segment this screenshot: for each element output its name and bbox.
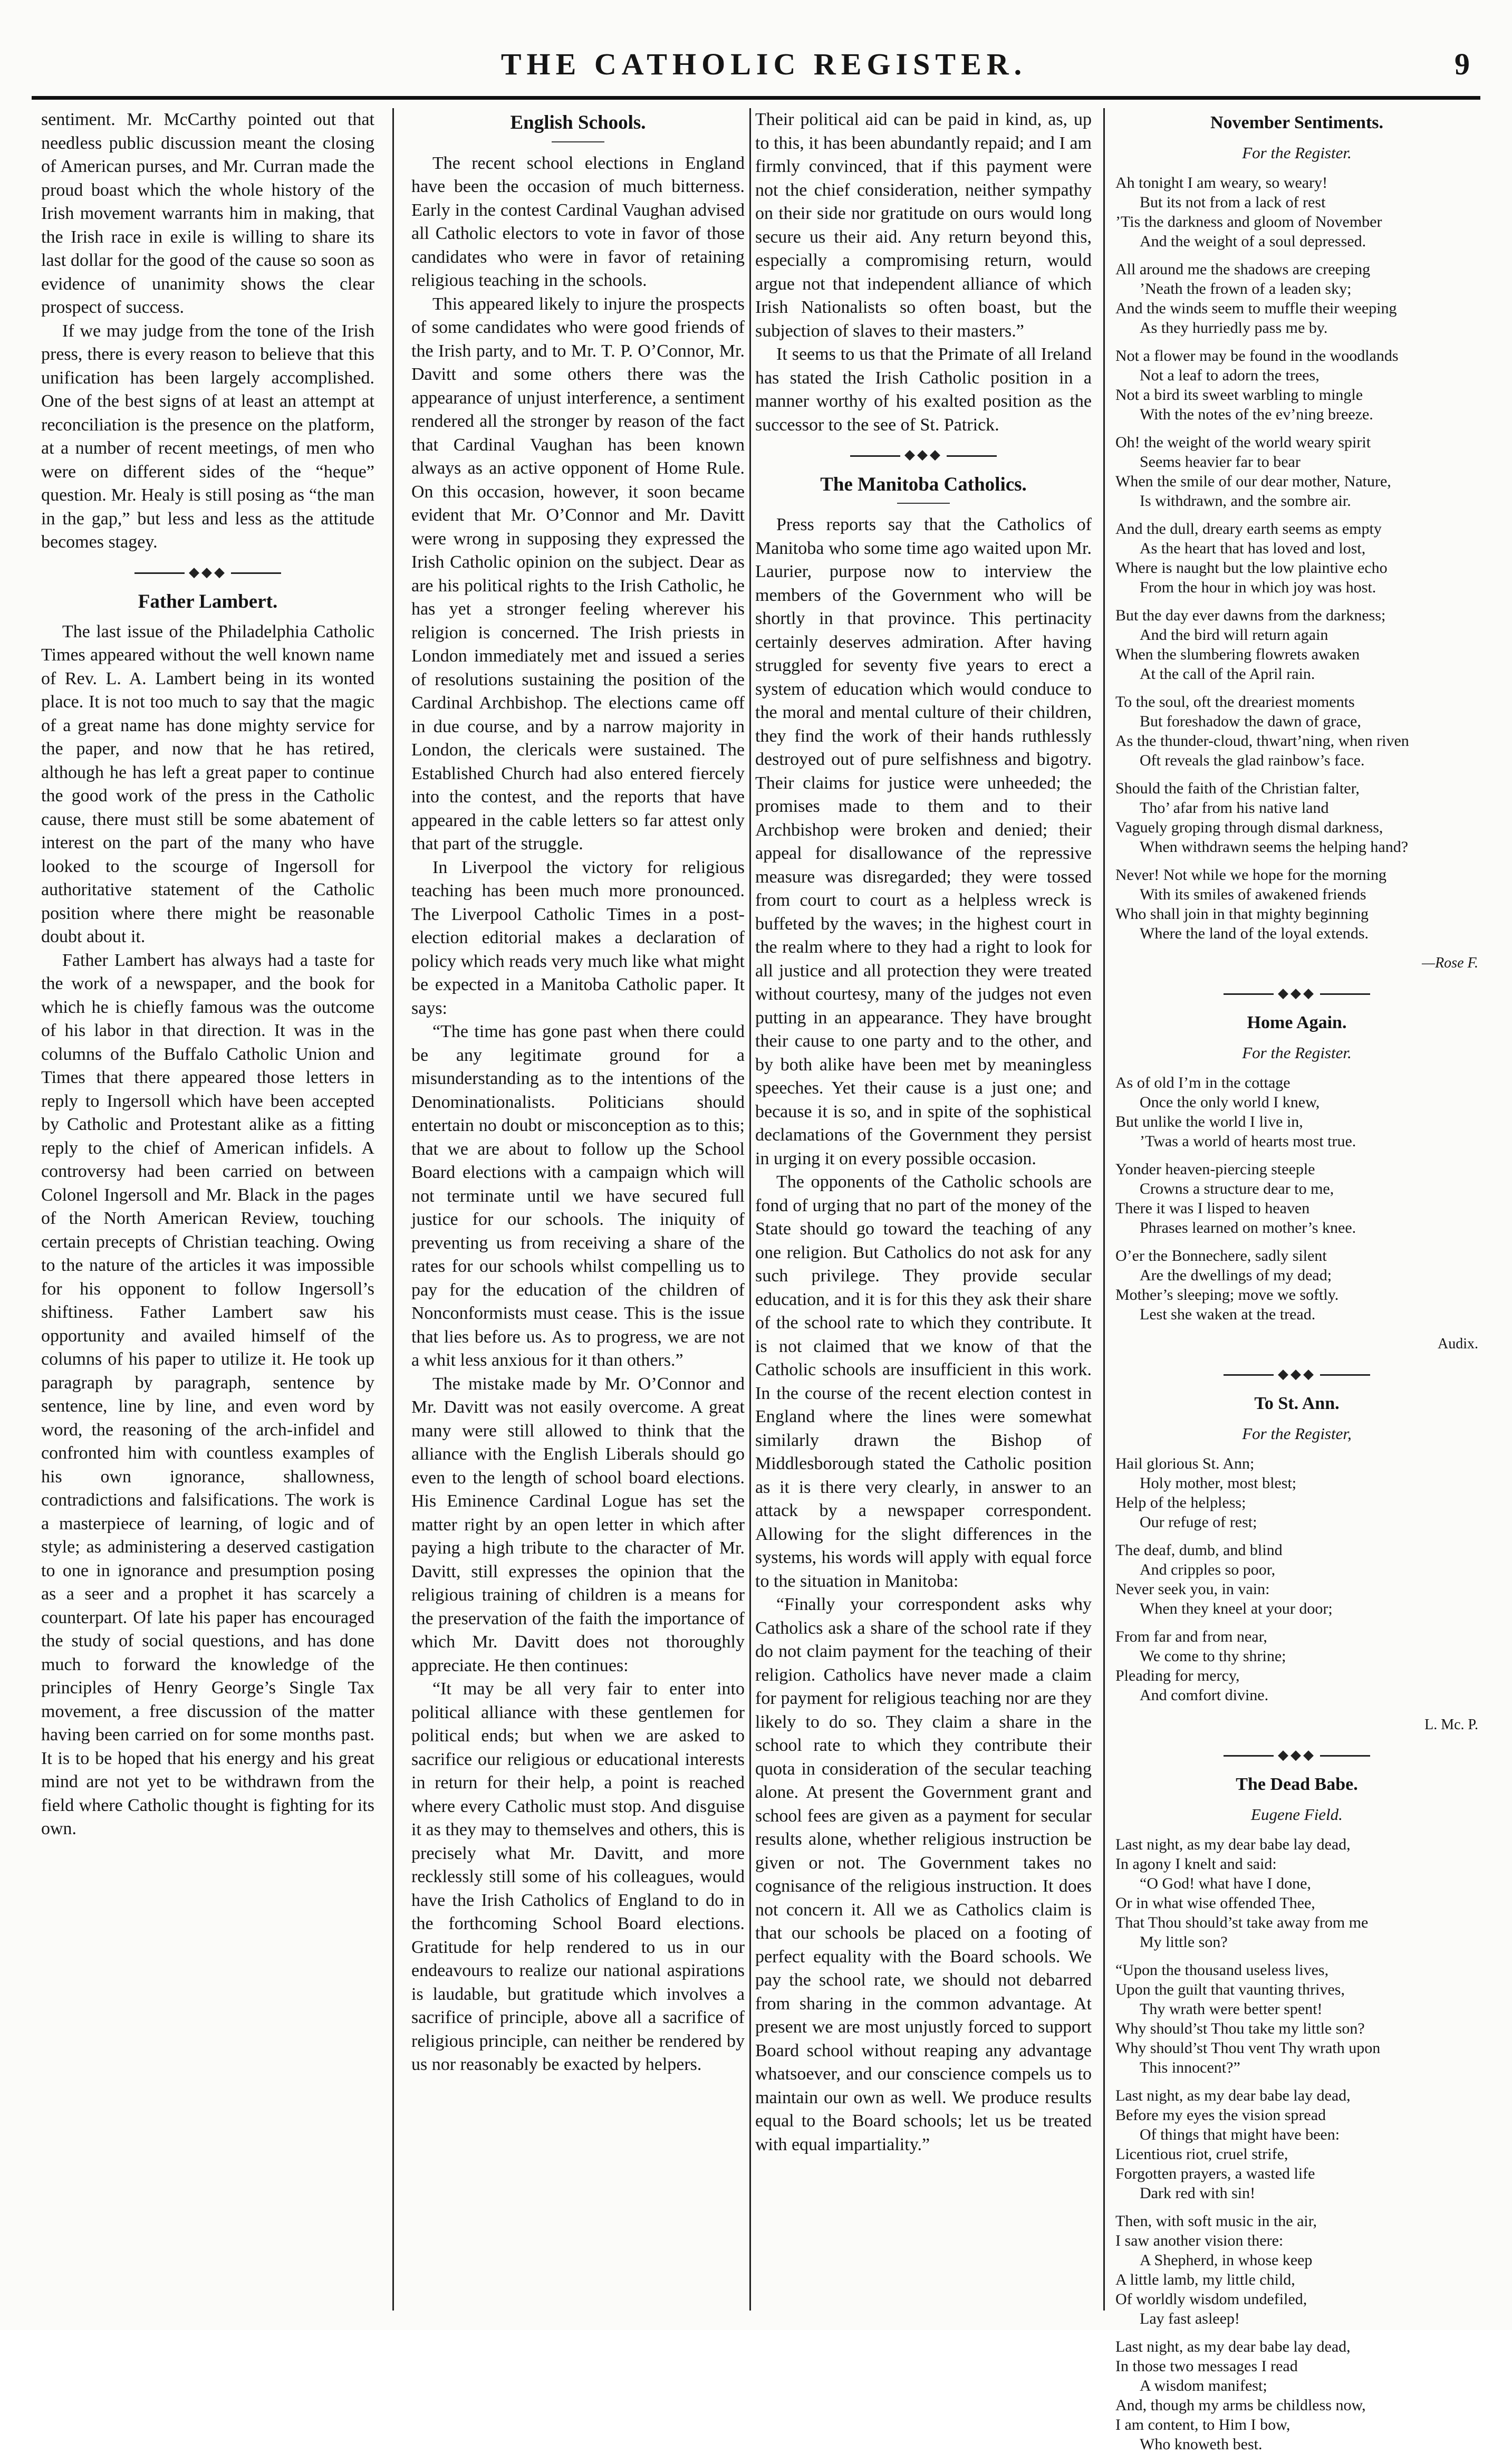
header-rule	[32, 96, 1480, 100]
paragraph: Father Lambert has always had a taste for the work of a newspaper, and the book for which he is chiefly famous was the outcome of his labor in that direction. It was in the columns of the Buffalo Catholic Union and Times that there appeared those letters in reply to Ingersoll which have been accepted by Catholic and Protestant alike as a fitting reply to the chief of American infidels. A controversy had been carried on between Colonel Ingersoll and Mr. Black in the pages of the North American Review, touching certain precepts of Christian teaching. Owing to the nature of the articles it was impossible for his opponent to follow Ingersoll’s shiftiness. Father Lambert saw his opportunity and availed himself of the columns of his paper to utilize it. He took up paragraph by paragraph, sentence by sentence, line by line, and even word by word, the reasoning of the arch-infidel and confronted him with countless examples of his own ignorance, shallowness, contradictions and falsifications. The work is a masterpiece of learning, of logic and of style; as administering a deserved castigation to one in ignorance and presumption posing as a seer and a prophet it has scarcely a counterpart. Of late his paper has encouraged the study of social questions, and has done much to forward the knowledge of the principles of Henry George’s Single Tax movement, a free discussion of the matter having been carried on for some months past. It is to be hoped that his energy and his great mind are not yet to be withdrawn from the field where Catholic thought is fighting for its own.	[41, 950, 374, 1838]
paragraph: If we may judge from the tone of the Irish press, there is every reason to believe that this unification has been largely accomplished. One of the best signs of at least an attempt at reconciliation is the presence on the platform, at a number of recent meetings, of men who were on different sides of the “heque” question. Mr. Healy is still posing as “the man in the gap,” but less and less as the attitude becomes stagey.	[41, 321, 374, 552]
poem-line: Dark red with sin!	[1140, 2184, 1256, 2202]
quoted-paragraph: “Finally your correspondent asks why Catholics ask a share of the school rate if they do not claim payment for the teaching of their religion. Catholics have never made a claim for payment for religious teaching nor are they likely to do so. They claim a share in the school rate to which they contribute their quota in consideration of the secular teaching alone. At present the Government grant and school fees are given as a payment for secular results alone, whether religious instruction be given or not. The Government takes no cognisance of the religious instruction. It does not concern it. All we as Catholics claim is that our schools be placed on a footing of perfect equality with the Board schools. We pay the school rate, we should not debarred from sharing in the common advantage. At present we are most unjustly forced to support Board school without reaping any advantage whatsoever, and our conscience compels us to maintain our own as well. We produce results equal to the Board schools; let us be treated with equal impartiality.”	[755, 1595, 1092, 2154]
poem-body	[1115, 173, 1478, 943]
quoted-paragraph: “The time has gone past when there could be any legitimate ground for a misunderstanding as to the intentions of the Denominationalists. Politicians should entertain no doubt or misconception as to this; that we are about to follow up the School Board elections with a campaign which will not terminate until we have secured full justice for our schools. The iniquity of preventing us from receiving a share of the rates for our schools whilst compelling us to pay for the education of the children of Nonconformists must cease. This is the issue that lies before us. As to progress, we are not a whit less anxious for it than others.”	[411, 1022, 745, 1370]
poem-line: When the smile of our dear mother, Nature,	[1115, 473, 1391, 490]
poem-line: Once the only world I knew,	[1140, 1094, 1320, 1111]
poem-line: Seems heavier far to bear	[1140, 453, 1301, 471]
poem-line: Why should’st Thou vent Thy wrath upon	[1115, 2039, 1381, 2057]
poem-line: At the call of the April rain.	[1140, 665, 1315, 683]
poem-line: When withdrawn seems the helping hand?	[1140, 838, 1409, 856]
paragraph: In Liverpool the victory for religious teaching has been much more pronounced. The Liverpool Catholic Times in a post-election editorial makes a declaration of policy which reads very much like what might be expected in a Manitoba Catholic paper. It says:	[411, 857, 745, 1018]
poem-line: And the dull, dreary earth seems as empty	[1115, 520, 1382, 538]
poem-line: Phrases learned on mother’s knee.	[1140, 1219, 1356, 1236]
poem-line: From the hour in which joy was host.	[1140, 579, 1376, 596]
section-separator: ◆◆◆	[41, 561, 374, 584]
poem-stanza	[1115, 692, 1478, 770]
poem-signature: Audix.	[1438, 1336, 1478, 1352]
poem-line: This innocent?”	[1140, 2059, 1240, 2076]
poem-line: ’Neath the frown of a leaden sky;	[1140, 280, 1352, 298]
poem-line: Vaguely groping through dismal darkness,	[1115, 819, 1383, 836]
poem-stanza	[1115, 1454, 1478, 1532]
poem-title: November Sentiments.	[1210, 113, 1383, 132]
poem-line: Thy wrath were better spent!	[1140, 2000, 1323, 2018]
poem-line: There it was I lisped to heaven	[1115, 1200, 1310, 1217]
poem-line: Oft reveals the glad rainbow’s face.	[1140, 752, 1365, 769]
poem-line: Who knoweth best.	[1140, 2436, 1263, 2453]
poem-stanza	[1115, 2211, 1478, 2328]
poem-line: ’Tis the darkness and gloom of November	[1115, 213, 1382, 231]
poem-stanza	[1115, 1960, 1478, 2077]
poem-line: A wisdom manifest;	[1140, 2377, 1267, 2394]
poem-line: Not a flower may be found in the woodlands	[1115, 347, 1399, 365]
poem-line: Crowns a structure dear to me,	[1140, 1180, 1334, 1197]
paragraph: This appeared likely to injure the prospects of some candidates who were good friends of the Irish party, and to Mr. T. P. O’Connor, Mr. Davitt and some others there was the appearance of unjust interference, a sentiment rendered all the stronger by reason of the fact that Cardinal Vaughan has been known always as an active opponent of Home Rule. On this occasion, however, it soon became evident that Mr. O’Connor and Mr. Davitt were wrong in supposing they expressed the Irish Catholic opinion on the subject. Dear as are his political rights to the Irish Catholic, he has yet a stronger feeling wherever his religion is concerned. The Irish priests in London immediately met and issued a series of resolutions sustaining the position of the Cardinal Archbishop. The elections came off in due course, and by a narrow majority in London, the clericals were sustained. The Established Church had also entered fiercely into the contest, and the reports that have appeared in the cable letters so far attest only that part of the struggle.	[411, 294, 745, 854]
poem-line: Our refuge of rest;	[1140, 1513, 1257, 1531]
poem-line: But foreshadow the dawn of grace,	[1140, 713, 1361, 730]
poem-line: As the thunder-cloud, thwart’ning, when riven	[1115, 732, 1409, 750]
poem-line: Yonder heaven-piercing steeple	[1115, 1161, 1315, 1178]
poem-stanza	[1115, 1159, 1478, 1238]
poem-line: O’er the Bonnechere, sadly silent	[1115, 1247, 1327, 1264]
paragraph: sentiment. Mr. McCarthy pointed out that needless public discussion meant the closing of American purses, and Mr. Curran made the proud boast which the whole history of the Irish movement warrants him in making, that the Irish race in exile is willing to share its last dollar for the good of the cause so soon as evidence of unanimity shows the clear prospect of success.	[41, 110, 374, 317]
poem-line: Hail glorious St. Ann;	[1115, 1455, 1255, 1472]
article-heading-father-lambert: Father Lambert.	[138, 591, 278, 612]
section-separator: ◆◆◆	[755, 443, 1092, 467]
poem-line: Mother’s sleeping; move we softly.	[1115, 1286, 1339, 1303]
section-separator: ◆◆◆	[1115, 982, 1478, 1005]
poem-stanza	[1115, 1540, 1478, 1618]
poem-line: All around me the shadows are creeping	[1115, 261, 1371, 278]
section-separator: ◆◆◆	[1115, 1743, 1478, 1767]
poem-body	[1115, 1454, 1478, 1705]
poem-line: Oh! the weight of the world weary spirit	[1115, 434, 1371, 451]
poem-line: As the heart that has loved and lost,	[1140, 540, 1366, 557]
poem-line: Are the dwellings of my dead;	[1140, 1267, 1332, 1284]
poem-line: Never! Not while we hope for the morning	[1115, 866, 1387, 884]
masthead	[32, 46, 1496, 89]
poem-title: To St. Ann.	[1254, 1394, 1340, 1413]
poem-line: Then, with soft music in the air,	[1115, 2212, 1317, 2230]
column-4-poetry	[1115, 108, 1478, 2453]
poem-line: To the soul, oft the dreariest moments	[1115, 693, 1355, 711]
poem-stanza	[1115, 606, 1478, 684]
poem-stanza	[1115, 433, 1478, 511]
paragraph: The mistake made by Mr. O’Connor and Mr. Davitt was not easily overcome. A great many were still allowed to think that the alliance with the English Liberals should go even to the length of school board elections. His Eminence Cardinal Logue has set the matter right by an open letter in which after paying a high tribute to the character of Mr. Davitt, still expresses the opinion that the religious training of children is a means for the preservation of the faith the importance of which Mr. Davitt does not thoroughly appreciate. He then continues:	[411, 1374, 745, 1675]
paragraph: Press reports say that the Catholics of Manitoba who some time ago waited upon Mr. Laurier, purpose now to interview the members of the Government who will be shortly in that province. This pertinacity certainly deserves admiration. After having struggled for seventy five years to erect a system of education which would conduce to the moral and mental culture of their children, they find the work of their hands ruthlessly destroyed out of pure selfishness and bigotry. Their claims for justice were unheeded; the promises made to them and to their Archbishop were broken and denied; their appeal for disallowance of the repressive measure was disregarded; they were tossed from court to court as a helpless wreck is buffeted by the waves; in the highest court in the realm where to they had a right to look for all justice and all protection they were treated without courtesy, many of the judges not even putting in an appearance. They have brought their cause to one party and to the other, and by both alike have been met by meaningless speeches. Yet their cause is a just one; and because it is so, and in spite of the sophistical declamations of the Government they persist in urging it on every possible occasion.	[755, 515, 1092, 1168]
poem-line: Not a bird its sweet warbling to mingle	[1115, 386, 1363, 404]
poem-line: When the slumbering flowrets awaken	[1115, 646, 1360, 663]
poem-title: The Dead Babe.	[1236, 1775, 1358, 1794]
poem-line: But its not from a lack of rest	[1140, 194, 1326, 211]
poem-line: When they kneel at your door;	[1140, 1600, 1333, 1617]
poem-stanza	[1115, 1073, 1478, 1151]
poem-line: Upon the guilt that vaunting thrives,	[1115, 1981, 1345, 1998]
poem-line: And the weight of a soul depressed.	[1140, 233, 1366, 250]
quoted-paragraph: “It may be all very fair to enter into political alliance with these gentlemen for political ends; but when we are asked to sacrifice our religious or educational interests in return for their help, a point is reached where every Catholic must stop. And disguise it as they may to themselves and others, this is precisely what Mr. Davitt, and more recklessly still some of his colleagues, would have the Irish Catholics of England to do in the forthcoming School Board elections. Gratitude for help rendered to us in our endeavours to realize our national aspirations is laudable, but gratitude which involves a sacrifice of principle, above all a sacrifice of religious principle, can neither be rendered by us nor reasonably be exacted by helpers.	[411, 1679, 745, 2074]
paragraph: The last issue of the Philadelphia Catholic Times appeared without the well known name of Rev. L. A. Lambert being in its wonted place. It is not too much to say that the magic of a great name has done mighty service for the paper, and now that he has retired, although he has left a great paper to continue the good work of the press in the Catholic cause, there must still be some abatement of interest on the part of the many who have looked to the scourge of Ingersoll for authoritative statement of the Catholic position where there might be reasonable doubt about it.	[41, 621, 374, 946]
poem-stanza	[1115, 519, 1478, 597]
paragraph: The opponents of the Catholic schools are fond of urging that no part of the money of the State should go toward the teaching of any one religion. But Catholics do not ask for any such privilege. They provide secular education, and it is for this they ask their share of the school rate to which they contribute. It is not claimed that we know of that the Catholic schools are insufficient in this work. In the course of the recent election contest in England where the lines were somewhat similarly drawn the Bishop of Middlesborough stated the Catholic position as it is there very clearly, in answer to an attack by a newspaper correspondent. Allowing for the slight differences in the systems, his words will apply with equal force to the situation in Manitoba:	[755, 1172, 1092, 1591]
column-rule	[392, 108, 394, 2311]
column-3	[755, 108, 1092, 2311]
column-1	[41, 108, 374, 2311]
poem-line: “Upon the thousand useless lives,	[1115, 1961, 1329, 1979]
poem-stanza	[1115, 346, 1478, 424]
poem-stanza	[1115, 2086, 1478, 2203]
poem-line: And cripples so poor,	[1140, 1561, 1276, 1578]
heading-rule	[897, 503, 950, 504]
poem-stanza	[1115, 2337, 1478, 2454]
article-heading-manitoba-catholics: The Manitoba Catholics.	[820, 473, 1027, 495]
poem-line: Help of the helpless;	[1115, 1494, 1246, 1511]
poem-line: Last night, as my dear babe lay dead,	[1115, 2087, 1351, 2104]
poem-line: Should the faith of the Christian falter,	[1115, 780, 1360, 797]
poem-stanza	[1115, 1627, 1478, 1705]
poem-body	[1115, 1835, 1478, 2454]
section-separator: ◆◆◆	[1115, 1363, 1478, 1386]
poem-line: With the notes of the ev’ning breeze.	[1140, 406, 1373, 423]
poem-line: And the winds seem to muffle their weeping	[1115, 300, 1397, 317]
poem-line: Tho’ afar from his native land	[1140, 799, 1329, 817]
poem-signature: —Rose F.	[1422, 955, 1478, 971]
poem-line: From far and from near,	[1115, 1628, 1267, 1645]
poem-line: Pleading for mercy,	[1115, 1667, 1240, 1684]
column-rule	[749, 108, 751, 2311]
poem-line: I am content, to Him I bow,	[1115, 2416, 1291, 2433]
poem-line: Before my eyes the vision spread	[1115, 2106, 1326, 2124]
running-title: THE CATHOLIC REGISTER.	[500, 47, 1027, 81]
poem-line: Ah tonight I am weary, so weary!	[1115, 174, 1328, 191]
poem-body	[1115, 1073, 1478, 1324]
column-rule	[1103, 108, 1105, 2311]
article-heading-english-schools: English Schools.	[510, 112, 646, 133]
poem-line: Is withdrawn, and the sombre air.	[1140, 492, 1351, 510]
poem-line: Why should’st Thou take my little son?	[1115, 2020, 1365, 2037]
poem-line: Not a leaf to adorn the trees,	[1140, 367, 1320, 384]
poem-line: As of old I’m in the cottage	[1115, 1074, 1291, 1091]
poem-line: Where the land of the loyal extends.	[1140, 925, 1369, 942]
poem-line: Of worldly wisdom undefiled,	[1115, 2290, 1307, 2308]
poem-line: The deaf, dumb, and blind	[1115, 1541, 1283, 1559]
poem-line: Or in what wise offended Thee,	[1115, 1894, 1315, 1912]
poem-line: But unlike the world I live in,	[1115, 1113, 1303, 1130]
poem-line: Licentious riot, cruel strife,	[1115, 2145, 1288, 2163]
paragraph: Their political aid can be paid in kind, as, up to this, it has been abundantly repaid; and I am firmly convinced, that if this payment were not the chief consideration, neither sympathy on their side nor gratitude on ours would long secure us their aid. Any return beyond this, especially a compromising return, would argue not that independent alliance of which Irish Nationalists so often boast, but the subjection of slaves to their masters.”	[755, 110, 1092, 341]
poem-stanza	[1115, 1835, 1478, 1952]
poem-line: Forgotten prayers, a wasted life	[1115, 2165, 1315, 2182]
poem-line: We come to thy shrine;	[1140, 1647, 1286, 1665]
poem-line: Of things that might have been:	[1140, 2126, 1340, 2143]
page-number: 9	[1455, 47, 1470, 81]
poem-line: A Shepherd, in whose keep	[1140, 2251, 1313, 2269]
poem-line: “O God! what have I done,	[1140, 1875, 1311, 1892]
poem-stanza	[1115, 173, 1478, 251]
poem-line: A little lamb, my little child,	[1115, 2271, 1295, 2288]
poem-line: Where is naught but the low plaintive echo	[1115, 559, 1388, 577]
poem-line: But the day ever dawns from the darkness;	[1115, 607, 1386, 624]
poem-line: ’Twas a world of hearts most true.	[1140, 1133, 1356, 1150]
poem-line: And comfort divine.	[1140, 1686, 1269, 1704]
poem-line: And, though my arms be childless now,	[1115, 2397, 1366, 2414]
poem-byline: For the Register.	[1242, 1043, 1352, 1062]
poem-line: Who shall join in that mighty beginning	[1115, 905, 1369, 923]
column-2	[411, 108, 745, 2311]
poem-byline: For the Register,	[1242, 1424, 1352, 1443]
poem-line: Lay fast asleep!	[1140, 2310, 1240, 2327]
poem-line: And the bird will return again	[1140, 626, 1328, 644]
poem-line: I saw another vision there:	[1115, 2232, 1284, 2249]
poem-byline: Eugene Field.	[1251, 1805, 1343, 1824]
paragraph: The recent school elections in England have been the occasion of much bitterness. Early in the contest Cardinal Vaughan advised all Catholic electors to vote in favor of those candidates who were in favor of retaining religious teaching in the schools.	[411, 153, 745, 290]
poem-line: That Thou should’st take away from me	[1115, 1914, 1369, 1931]
poem-stanza	[1115, 865, 1478, 943]
poem-signature: L. Mc. P.	[1424, 1717, 1478, 1733]
poem-stanza	[1115, 260, 1478, 338]
poem-byline: For the Register.	[1242, 143, 1352, 162]
poem-line: In those two messages I read	[1115, 2357, 1298, 2375]
poem-line: As they hurriedly pass me by.	[1140, 319, 1328, 337]
heading-rule	[552, 141, 604, 142]
poem-stanza	[1115, 1246, 1478, 1324]
poem-line: Never seek you, in vain:	[1115, 1580, 1270, 1598]
poem-line: Last night, as my dear babe lay dead,	[1115, 2338, 1351, 2355]
poem-line: Lest she waken at the tread.	[1140, 1306, 1316, 1323]
poem-line: In agony I knelt and said:	[1115, 1855, 1277, 1873]
poem-line: Holy mother, most blest;	[1140, 1474, 1297, 1492]
poem-title: Home Again.	[1247, 1013, 1347, 1032]
paragraph: It seems to us that the Primate of all Ireland has stated the Irish Catholic position in a manner worthy of his exalted position as the successor to the see of St. Patrick.	[755, 344, 1092, 435]
poem-line: Last night, as my dear babe lay dead,	[1115, 1836, 1351, 1853]
poem-line: My little son?	[1140, 1933, 1228, 1951]
poem-line: With its smiles of awakened friends	[1140, 886, 1366, 903]
poem-stanza	[1115, 779, 1478, 857]
